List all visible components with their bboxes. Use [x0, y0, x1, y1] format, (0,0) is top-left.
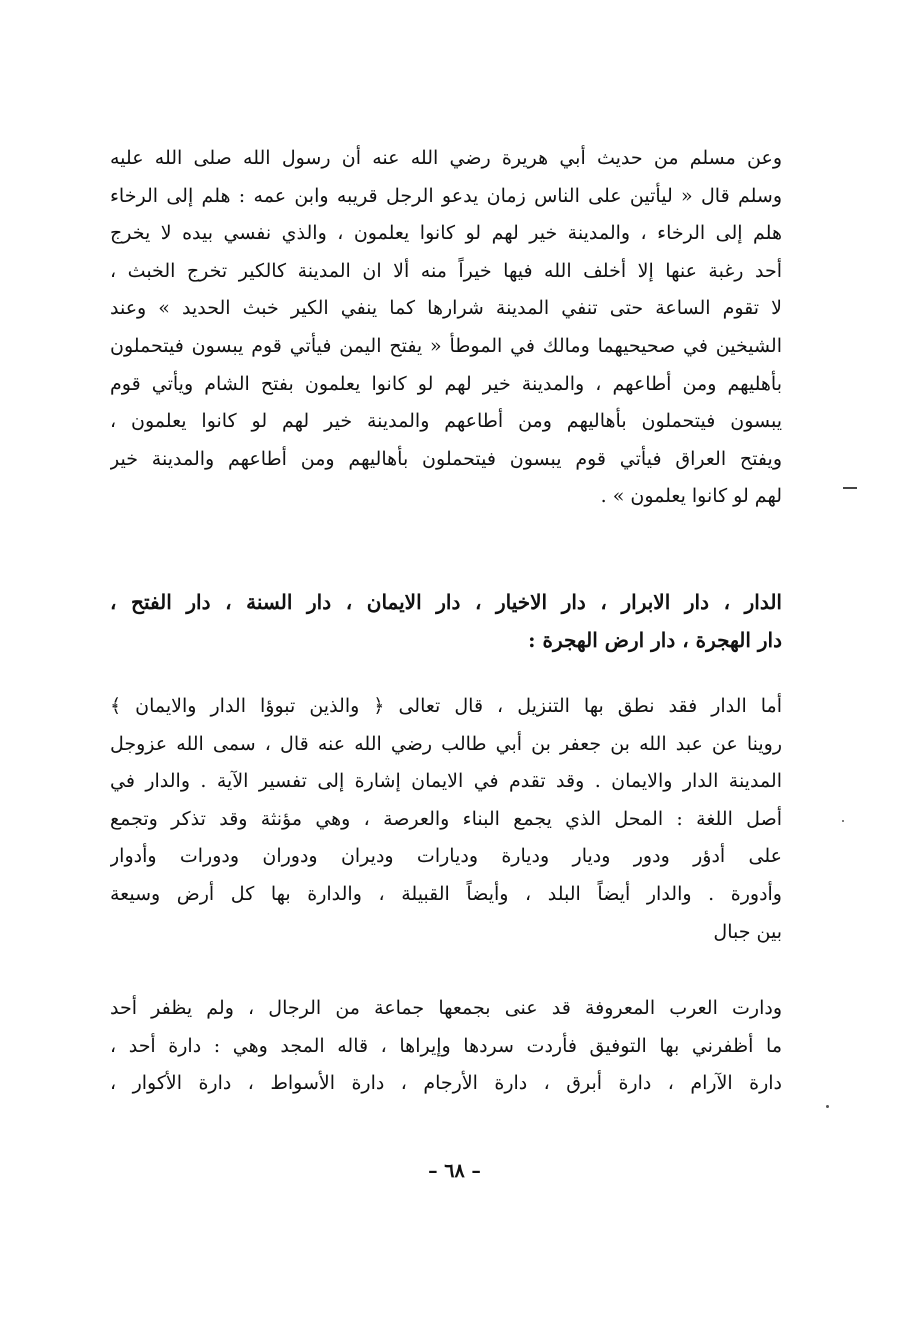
text-line: أحد رغبة عنها إلا أخلف الله فيها خيراً منه ألا ان المدينة كالكير تخرج الخبث ، — [110, 259, 782, 282]
text-line: ودارت العرب المعروفة قد عنى بجمعها جماعة من الرجال ، ولم يظفر أحد — [110, 997, 782, 1019]
paragraph-darat — [110, 990, 782, 1103]
text-line: لا تقوم الساعة حتى تنفي المدينة شرارها كما ينفي الكير خبث الحديد » وعند — [110, 297, 782, 320]
text-line: وعن مسلم من حديث أبي هريرة رضي الله عنه أن رسول الله صلى الله عليه — [110, 147, 782, 169]
text-line: روينا عن عبد الله بن جعفر بن أبي طالب رضي الله عنه قال ، سمى الله عزوجل — [110, 732, 782, 755]
text-line: بين جبال — [713, 920, 782, 943]
text-line: دارة الآرام ، دارة أبرق ، دارة الأرجام ، دارة الأسواط ، دارة الأكوار ، — [110, 1072, 782, 1095]
text-line: على أدؤر ودور وديار وديارة وديارات وديران ودوران ودورات وأدوار — [110, 845, 782, 868]
text-line: الشيخين في صحيحيهما ومالك في الموطأ « يفتح اليمن فيأتي قوم يبسون فيتحملون — [110, 334, 782, 357]
margin-mark — [843, 487, 857, 489]
heading-line: دار الهجرة ، دار ارض الهجرة : — [528, 628, 782, 652]
section-heading — [110, 583, 782, 659]
text-line: أما الدار فقد نطق بها التنزيل ، قال تعالى ﴿ والذين تبوؤا الدار والايمان ﴾ — [110, 695, 782, 717]
text-line: المدينة الدار والايمان . وقد تقدم في الايمان إشارة إلى تفسير الآية . والدار في — [110, 770, 782, 793]
heading-line: الدار ، دار الابرار ، دار الاخيار ، دار الايمان ، دار السنة ، دار الفتح ، — [110, 590, 782, 614]
paragraph-dar — [110, 688, 782, 951]
page-number: – ٦٨ – — [428, 1160, 481, 1182]
paragraph-hadith — [110, 140, 782, 516]
text-line: ما أظفرني بها التوفيق فأردت سردها وإيراها ، قاله المجد وهي : دارة أحد ، — [110, 1034, 782, 1057]
text-line: وسلم قال « ليأتين على الناس زمان يدعو الرجل قريبه وابن عمه : هلم إلى الرخاء — [110, 184, 782, 207]
text-line: يبسون فيتحملون بأهاليهم ومن أطاعهم والمدينة خير لهم لو كانوا يعلمون ، — [110, 410, 782, 433]
text-line: بأهليهم ومن أطاعهم ، والمدينة خير لهم لو كانوا يعلمون بفتح الشام ويأتي قوم — [110, 372, 782, 395]
text-line: أصل اللغة : المحل الذي يجمع البناء والعرصة ، وهي مؤنثة وقد تذكر وتجمع — [110, 807, 782, 830]
text-line: هلم إلى الرخاء ، والمدينة خير لهم لو كانوا يعلمون ، والذي نفسي بيده لا يخرج — [110, 222, 782, 245]
scan-speck — [842, 820, 844, 822]
text-line: وأدورة . والدار أيضاً البلد ، وأيضاً القبيلة ، والدارة بها كل أرض وسيعة — [110, 882, 782, 905]
text-line: ويفتح العراق فيأتي قوم يبسون فيتحملون بأهاليهم ومن أطاعهم والمدينة خير — [110, 447, 782, 470]
scan-speck — [826, 1105, 829, 1108]
text-line: لهم لو كانوا يعلمون » . — [600, 485, 782, 508]
